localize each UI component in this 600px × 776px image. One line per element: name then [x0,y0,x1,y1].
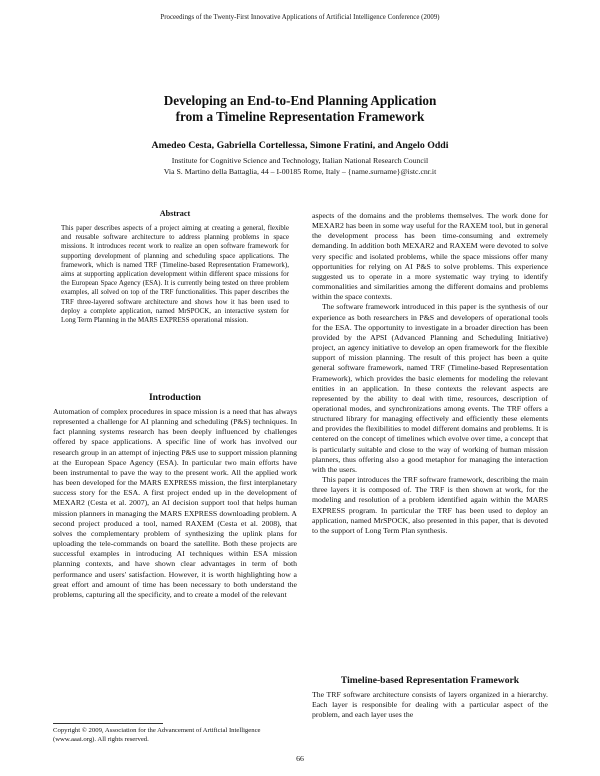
introduction-heading: Introduction [148,392,202,403]
title-line-2: from a Timeline Representation Framework [175,109,425,124]
copyright-notice: Copyright © 2009, Association for the Advancement of Artificial Intelligence (www.aaai.org). All rights reserved. [53,727,261,743]
intro-paragraph-1: Automation of complex procedures in space mission is a need that has always represented a challenge for AI planning and scheduling (P&S) techniques. In fact planning systems research has been deeply influenced by challenges offered by space applications. A specific line of work has involved our research group in an attempt of injecting P&S use to support mission planning at the European Space Agency (ESA). In particular two main efforts have been instrumental to pave the way to the present work. All the applied work has been developed for the MARS EXPRESS mission, the first interplanetary success story for the ESA. A first project ended up in the development of MEXAR2 (Cesta et al. 2007), an AI decision support tool that helps human mission planners in managing the MARS EXPRESS downloading problem. A second project produced a tool, named RAXEM (Cesta et al. 2008), that solves the complementary problem of synthesizing the uplink plans for uploading the tele-commands on board the satellite. Both these projects are successful examples in introducing AI techniques within ESA mission planning contexts, and have shown clear advantages in term of both performance and users' satisfaction. However, it is worth highlighting how a great effort and amount of time has been necessary to both understand the problems, capturing all the specificity, and to create a model of the relevant [53,407,297,599]
authors: Amedeo Cesta, Gabriella Cortellessa, Simone Fratini, and Angelo Oddi [151,140,449,151]
abstract-text: This paper describes aspects of a project aiming at creating a general, flexible and reusable software architecture to address planning problems in space missions. It introduces recent work to realize an open software framework for supporting development of planning and scheduling space applications. The framework, which is named TRF (Timeline-based Representation Framework), aims at supporting application development within different space missions for the European Space Agency (ESA). It is currently being tested on three problem examples, all solved on top of the TRF functionalities. This paper describes the TRF three-layered software architecture and shows how it has been used to deploy a complete application, named MrSPOCK, an interactive system for Long Term Planning in the MARS EXPRESS operational mission. [61,224,289,325]
intro-paragraph-2: aspects of the domains and the problems themselves. The work done for MEXAR2 has been in some way useful for the RAXEM tool, but in general the development process has been time-consuming and extremely demanding. In addition both MEXAR2 and RAXEM were devoted to solve very specific and isolated problems, while the space missions offer many opportunities for relying on AI P&S to solve problems. This experience suggested us to operate in a more systematic way trying to identify commonalities and similarities among the different domains and problems within the space contexts. [312,211,548,302]
section-trf-paragraph: The TRF software architecture consists of layers organized in a hierarchy. Each layer is responsible for dealing with a particular aspect of the problem, and each layer uses the [312,690,548,720]
proceedings-header: Proceedings of the Twenty-First Innovative Applications of Artificial Intelligence Conference (2009) [160,14,440,21]
page-number: 66 [296,754,304,763]
introduction-right-column [312,211,548,536]
affiliation-line-1: Institute for Cognitive Science and Technology, Italian National Research Council [171,156,429,165]
section-trf-text [312,690,548,720]
intro-paragraph-4: This paper introduces the TRF software framework, describing the main three layers it is composed of. The TRF is then shown at work, for the modeling and resolution of a problem identified again within the MARS EXPRESS program. In particular the TRF has been used to deploy an application, named MrSPOCK, also presented in this paper, that is devoted to the support of Long Term Plan synthesis. [312,475,548,535]
affiliation-line-2: Via S. Martino della Battaglia, 44 – I-00185 Rome, Italy – {name.surname}@istc.cnr.it [163,166,437,176]
affiliation [0,156,600,177]
introduction-left-column [53,407,297,600]
paper-title [0,93,600,125]
abstract-heading: Abstract [159,209,191,218]
intro-paragraph-3: The software framework introduced in this paper is the synthesis of our experience as both researchers in P&S and developers of operational tools for the ESA. The opportunity to investigate in a broader direction has been provided by the APSI (Advanced Planning and Scheduling Initiative) project, an agency initiative to develop an open framework for the flexible support of mission planning. The result of this project has been a quite general software framework, named TRF (Timeline-based Representation Framework), which provides the basic elements for modeling the relevant entities in an application. In these contexts the relevant aspects are represented by the ability to deal with time, resources, description of operational modes, and synchronizations among events. The TRF offers a structured library for managing effectively and efficiently these elements and provides the flexibilities to model different domains and problems. It is centered on the concept of timelines which evolve over time, a concept that is particularly suitable and close to the way of working of human mission planners, thus offering also a good metaphor for managing the interaction with the users. [312,302,548,474]
footnote-rule [53,723,163,724]
section-heading-trf: Timeline-based Representation Framework [340,675,520,686]
title-line-1: Developing an End-to-End Planning Application [163,93,437,108]
